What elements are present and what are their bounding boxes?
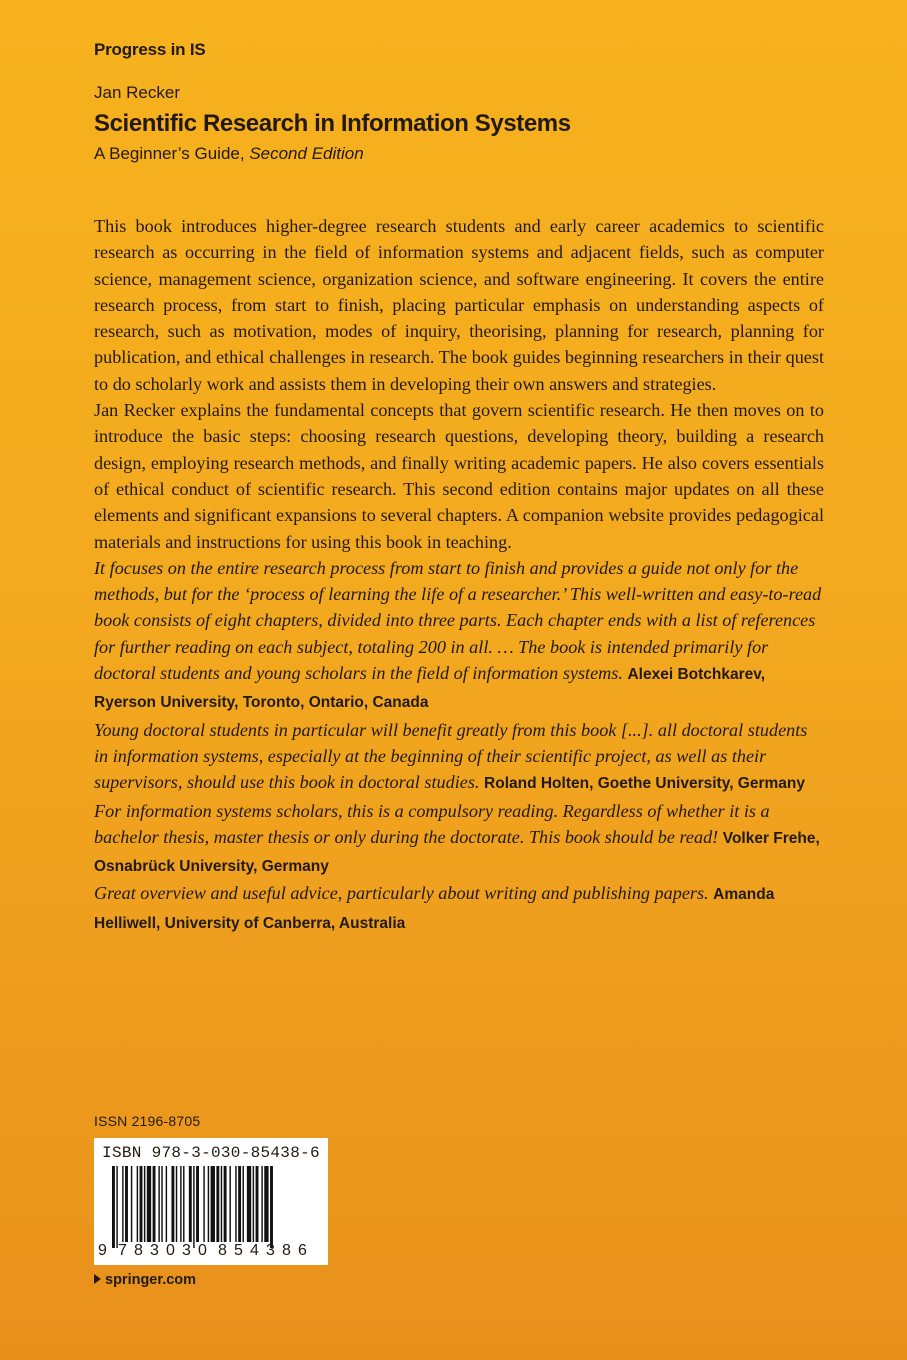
barcode-bar [270,1166,273,1248]
description-paragraph-1: This book introduces higher-degree research students and early career academics to scientific research as occurring in the field of information systems and adjacent fields, such as computer science, management science, organization science, and software engineering. It covers the entire research process, from start to finish, placing particular emphasis on understanding aspects of research, such as motivation, modes of inquiry, theorising, planning for research, planning for publication, and ethical challenges in research. The book guides beginning researchers in their quest to do scholarly work and assists them in developing their own answers and strategies. [94,216,824,394]
review-attribution: Roland Holten, Goethe University, Germany [484,775,806,793]
isbn-label: ISBN 978-3-030-85438-6 [102,1144,320,1162]
barcode-bar [238,1166,241,1242]
barcode-digit: 0 [198,1242,207,1259]
review-3 [94,798,824,881]
barcode-bar [208,1166,209,1242]
barcode-bar [158,1166,159,1242]
barcode-bar [193,1166,194,1248]
review-attribution: Volker Frehe, Osnabrück University, Germany [94,829,820,876]
publisher-link[interactable] [94,1272,196,1288]
barcode-bar [176,1166,177,1242]
review-1 [94,555,824,717]
barcode-bar [243,1166,244,1242]
review-quote: Great overview and useful advice, particularly about writing and publishing papers. [94,883,709,904]
barcode-bar [189,1166,192,1242]
barcode-bar [203,1166,204,1242]
book-subtitle [94,144,364,164]
barcode-bar [112,1166,115,1248]
barcode-digit: 8 [134,1242,143,1259]
barcode-bar [140,1166,143,1242]
barcode-bar [253,1166,254,1242]
review-2 [94,717,824,798]
barcode-digit: 3 [266,1242,275,1259]
barcode-bar [235,1166,236,1242]
barcode-bar [161,1166,162,1242]
barcode-digit: 8 [218,1242,227,1259]
barcode-bar [137,1166,138,1242]
edition-label: Second Edition [249,144,364,163]
book-title: Scientific Research in Information Systems [94,110,571,137]
barcode-bar [183,1166,184,1242]
barcode-digit: 0 [166,1242,175,1259]
issn-label: ISSN 2196-8705 [94,1113,201,1129]
barcode-bar [171,1166,174,1242]
barcode-bar [196,1166,199,1242]
barcode-bar [211,1166,215,1242]
barcode-bar [221,1166,222,1242]
review-quote: For information systems scholars, this is a compulsory reading. Regardless of whether it is a bachelor thesis, master thesis or only during the doctorate. This book should be read! [94,800,770,847]
barcode-digit: 4 [250,1242,259,1259]
back-cover-text [94,213,824,937]
barcode-bar [180,1166,181,1242]
barcode-bar [131,1166,132,1242]
barcode-bar [229,1166,230,1242]
barcode-bar [261,1166,262,1242]
series-name: Progress in IS [94,40,206,59]
barcode-digit: 3 [182,1242,191,1259]
barcode-digit: 3 [150,1242,159,1259]
barcode-bar [216,1166,219,1242]
arrow-right-icon [94,1274,101,1284]
isbn-barcode [94,1138,328,1265]
barcode-bar [122,1166,123,1242]
barcode-digit: 6 [298,1242,307,1259]
author-name: Jan Recker [94,83,180,102]
barcode-bar [166,1166,167,1242]
description-paragraph-2: Jan Recker explains the fundamental concepts that govern scientific research. He then moves on to introduce the basic steps: choosing research questions, developing theory, building a research design, employing research methods, and finally writing academic papers. He also covers essentials of ethical conduct of scientific research. This second edition contains major updates on all these elements and significant expansions to several chapters. A companion website provides pedagogical materials and instructions for using this book in teaching. [94,400,824,552]
barcode-digit: 9 [98,1242,107,1259]
review-quote: It focuses on the entire research process from start to finish and provides a guide not only for the methods, but for the ‘process of learning the life of a researcher.’ This well-written and easy-to-read book consists of eight chapters, divided into three parts. Each chapter ends with a list of references for further reading on each subject, totaling 200 in all. … The book is intended primarily for doctoral students and young scholars in the field of information systems. [94,557,822,684]
barcode-bar [224,1166,227,1242]
barcode-digit: 5 [234,1242,243,1259]
subtitle-text: A Beginner’s Guide, [94,144,250,163]
barcode-digit: 8 [282,1242,291,1259]
publisher-link-text: springer.com [105,1272,197,1288]
barcode-bar [125,1166,128,1242]
barcode-bar [264,1166,268,1242]
barcode-bar [144,1166,145,1242]
review-attribution: Amanda Helliwell, University of Canberra, Australia [94,886,775,932]
review-4 [94,880,824,937]
review-attribution: Alexei Botchkarev, Ryerson University, Toronto, Ontario, Canada [94,666,766,712]
barcode-bar [247,1166,251,1242]
barcode-bar [147,1166,151,1242]
barcode-digit: 7 [118,1242,127,1259]
barcode-bar [116,1166,117,1248]
barcode-bar [153,1166,156,1242]
barcode-bar [256,1166,259,1242]
review-quote: Young doctoral students in particular will benefit greatly from this book [...]. all doctoral students in information systems, especially at the beginning of their scientific project, as well as their supervisors, should use this book in doctoral studies. [94,719,808,793]
